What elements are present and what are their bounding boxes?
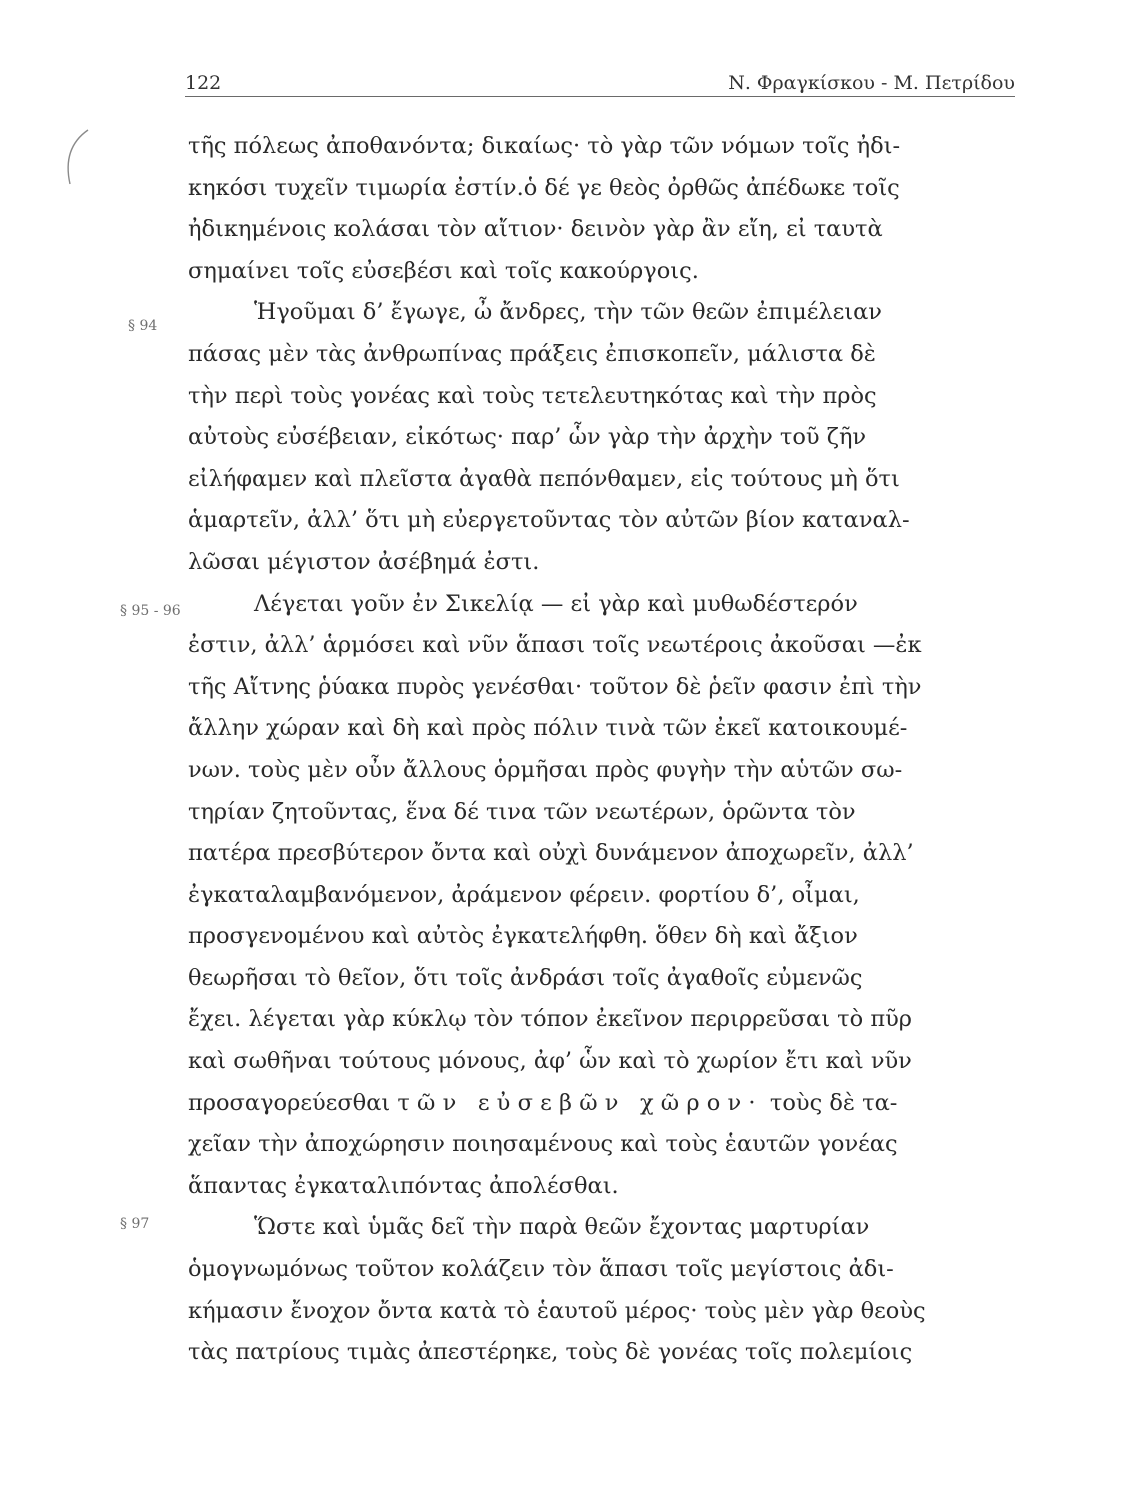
- text-line: ὁμογνωμόνως τοῦτον κολάζειν τὸν ἅπασι τοῖς μεγίστοις ἀδι-: [188, 1256, 894, 1283]
- page-number: 122: [185, 72, 222, 94]
- text-line: Ἡγοῦμαι δ’ ἔγωγε, ὦ ἄνδρες, τὴν τῶν θεῶν ἐπιμέλειαν: [254, 299, 882, 326]
- margin-ref-97: § 97: [120, 1216, 150, 1232]
- text-line: τηρίαν ζητοῦντας, ἕνα δέ τινα τῶν νεωτέρων, ὁρῶντα τὸν: [188, 798, 856, 825]
- text-line: ἅπαντας ἐγκαταλιπόντας ἀπολέσθαι.: [188, 1172, 619, 1199]
- margin-ref-94: § 94: [128, 318, 158, 334]
- text-line: ἁμαρτεῖν, ἀλλ’ ὅτι μὴ εὐεργετοῦντας τὸν αὐτῶν βίον καταναλ-: [188, 507, 910, 534]
- text-line: πατέρα πρεσβύτερον ὄντα καὶ οὐχὶ δυνάμενον ἀποχωρεῖν, ἀλλ’: [188, 840, 914, 867]
- text-line: Ὥστε καὶ ὑμᾶς δεῖ τὴν παρὰ θεῶν ἔχοντας μαρτυρίαν: [254, 1214, 870, 1241]
- spaced-phrase: τῶν εὐσεβῶν χῶρον·: [397, 1089, 763, 1116]
- running-head: Ν. Φραγκίσκου - Μ. Πετρίδου: [728, 72, 1015, 94]
- text-line: καὶ σωθῆναι τούτους μόνους, ἀφ’ ὧν καὶ τὸ χωρίον ἔτι καὶ νῦν: [188, 1048, 912, 1075]
- line-start: προσαγορεύεσθαι: [188, 1089, 391, 1116]
- text-line: εἰλήφαμεν καὶ πλεῖστα ἀγαθὰ πεπόνθαμεν, εἰς τούτους μὴ ὅτι: [188, 465, 900, 492]
- page-header: [185, 70, 1015, 97]
- body-text: [188, 126, 1018, 1374]
- text-line: προσγενομένου καὶ αὐτὸς ἐγκατελήφθη. ὅθεν δὴ καὶ ἄξιον: [188, 923, 858, 950]
- text-line: κήμασιν ἔνοχον ὄντα κατὰ τὸ ἑαυτοῦ μέρος· τοὺς μὲν γὰρ θεοὺς: [188, 1297, 926, 1324]
- line-end: τοὺς δὲ τα-: [769, 1089, 898, 1116]
- text-line: αὐτοὺς εὐσέβειαν, εἰκότως· παρ’ ὧν γὰρ τὴν ἀρχὴν τοῦ ζῆν: [188, 424, 867, 451]
- text-line: πάσας μὲν τὰς ἀνθρωπίνας πράξεις ἐπισκοπεῖν, μάλιστα δὲ: [188, 340, 876, 367]
- text-line: ἠδικημένοις κολάσαι τὸν αἴτιον· δεινὸν γὰρ ἂν εἴη, εἰ ταυτὰ: [188, 216, 883, 243]
- text-line-spaced-phrase: [188, 1083, 1018, 1125]
- text-line: τῆς πόλεως ἀποθανόντα; δικαίως· τὸ γὰρ τῶν νόμων τοῖς ἠδι-: [188, 133, 901, 159]
- text-line: ἐγκαταλαμβανόμενον, ἀράμενον φέρειν. φορτίου δ’, οἶμαι,: [188, 881, 860, 908]
- margin-ref-95-96: § 95 - 96: [120, 603, 181, 619]
- text-line: τὰς πατρίους τιμὰς ἀπεστέρηκε, τοὺς δὲ γονέας τοῖς πολεμίοις: [188, 1339, 913, 1366]
- text-line: νων. τοὺς μὲν οὖν ἄλλους ὁρμῆσαι πρὸς φυγὴν τὴν αὑτῶν σω-: [188, 756, 903, 783]
- text-line: κηκόσι τυχεῖν τιμωρία ἐστίν.ὁ δέ γε θεὸς ὀρθῶς ἀπέδωκε τοῖς: [188, 174, 900, 201]
- text-line: χεῖαν τὴν ἀποχώρησιν ποιησαμένους καὶ τοὺς ἑαυτῶν γονέας: [188, 1131, 898, 1158]
- text-line: σημαίνει τοῖς εὐσεβέσι καὶ τοῖς κακούργοις.: [188, 257, 699, 284]
- text-line: θεωρῆσαι τὸ θεῖον, ὅτι τοῖς ἀνδράσι τοῖς ἀγαθοῖς εὐμενῶς: [188, 964, 863, 991]
- text-line: λῶσαι μέγιστον ἀσέβημά ἐστι.: [188, 548, 540, 575]
- text-line: ἄλλην χώραν καὶ δὴ καὶ πρὸς πόλιν τινὰ τῶν ἐκεῖ κατοικουμέ-: [188, 715, 908, 742]
- text-line: τῆς Αἴτνης ῥύακα πυρὸς γενέσθαι· τοῦτον δὲ ῥεῖν φασιν ἐπὶ τὴν: [188, 673, 922, 700]
- text-line: τὴν περὶ τοὺς γονέας καὶ τοὺς τετελευτηκότας καὶ τὴν πρὸς: [188, 382, 877, 409]
- text-line: Λέγεται γοῦν ἐν Σικελίᾳ — εἰ γὰρ καὶ μυθωδέστερόν: [254, 590, 858, 617]
- margin-bracket-mark: [56, 128, 90, 188]
- text-line: ἐστιν, ἀλλ’ ἁρμόσει καὶ νῦν ἅπασι τοῖς νεωτέροις ἀκοῦσαι —ἐκ: [188, 632, 922, 659]
- text-line: ἔχει. λέγεται γὰρ κύκλῳ τὸν τόπον ἐκεῖνον περιρρεῦσαι τὸ πῦρ: [188, 1006, 913, 1033]
